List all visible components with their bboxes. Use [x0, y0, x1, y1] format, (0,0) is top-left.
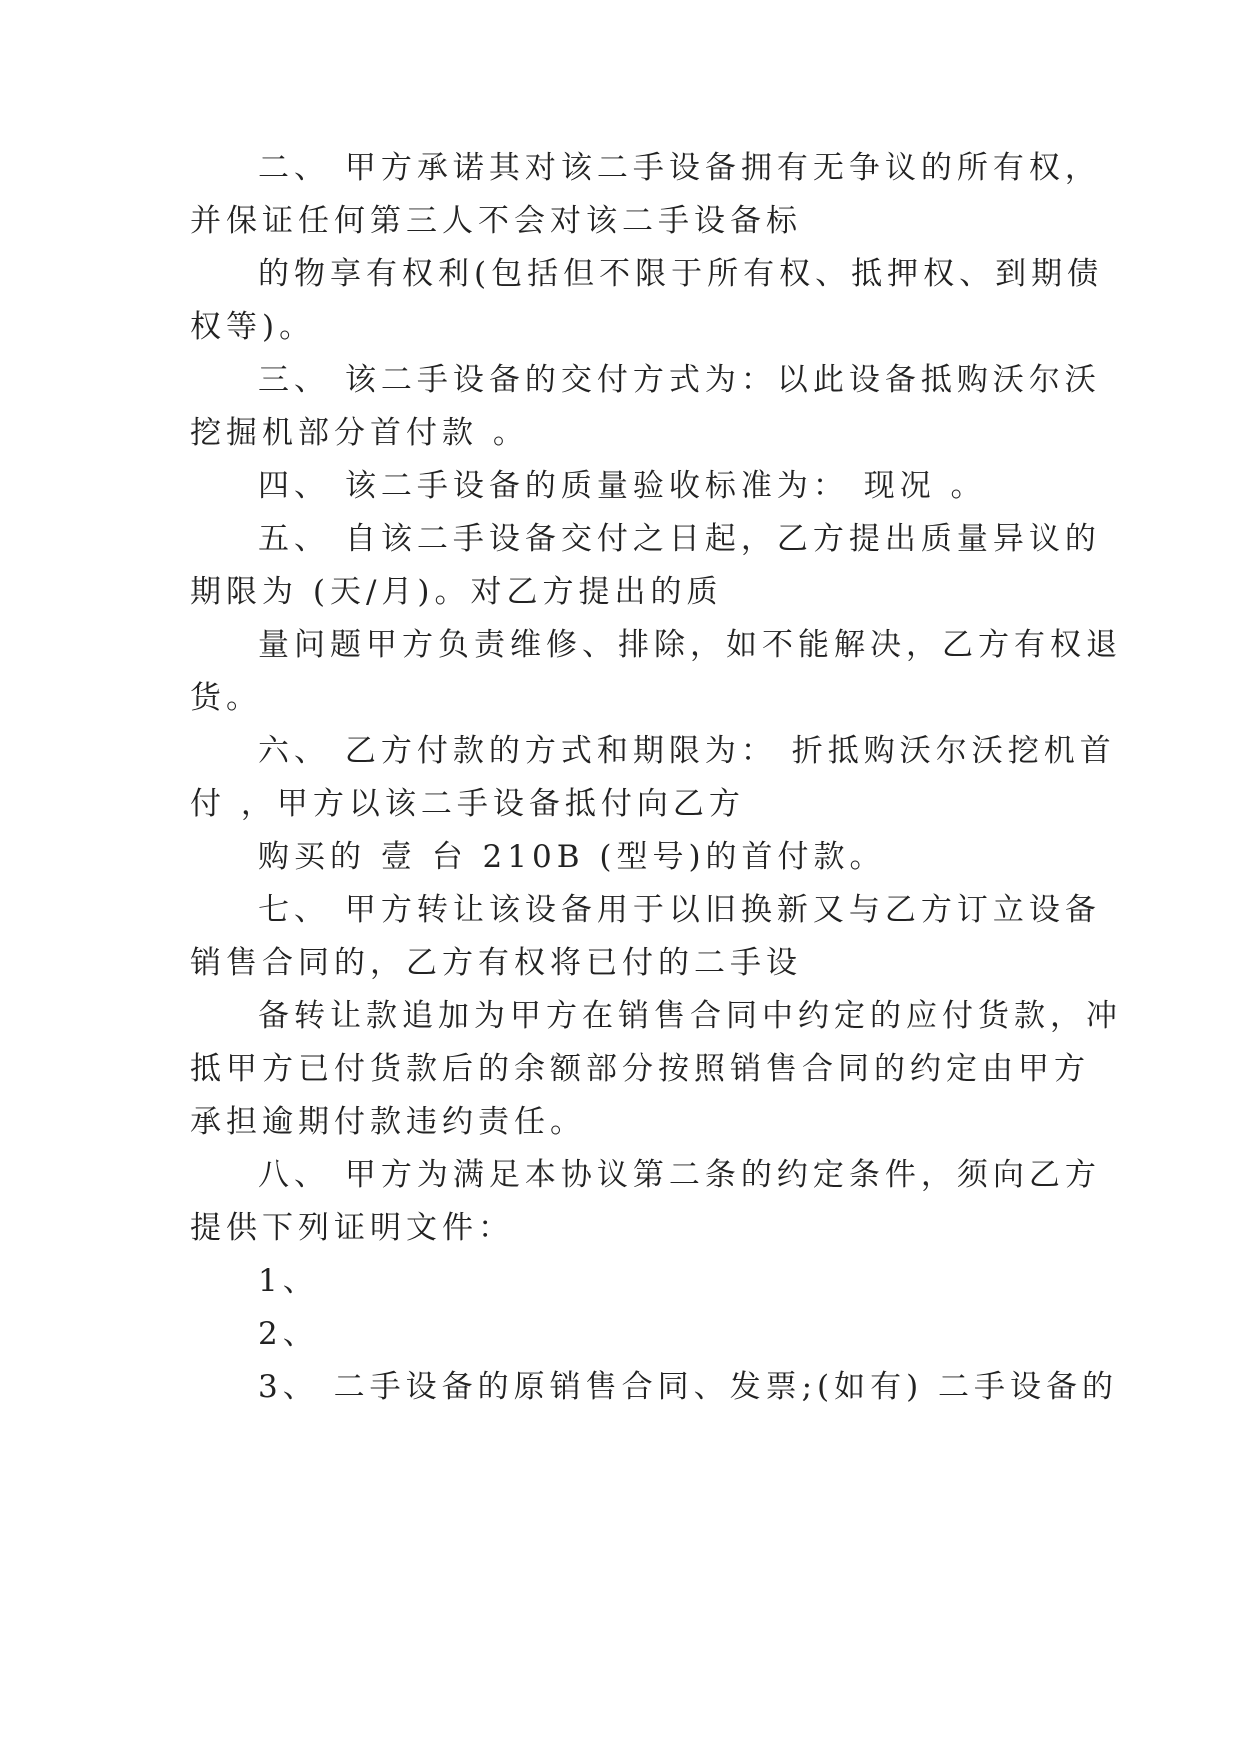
list-item-3: 3、 二手设备的原销售合同、发票;(如有) 二手设备的 [258, 1369, 1119, 1405]
clause-2-line-3: 的物享有权利(包括但不限于所有权、抵押权、到期债 [258, 256, 1104, 292]
clause-3-line-2: 挖掘机部分首付款 。 [190, 415, 529, 451]
clause-6-line-1: 六、 乙方付款的方式和期限为： 折抵购沃尔沃挖机首 [258, 733, 1116, 769]
clause-5-line-4: 货。 [190, 680, 262, 716]
clause-2-line-2: 并保证任何第三人不会对该二手设备标 [190, 203, 802, 239]
clause-4-line-1: 四、 该二手设备的质量验收标准为： 现况 。 [258, 468, 987, 504]
clause-6-line-3: 购买的 壹 台 210B (型号)的首付款。 [258, 839, 886, 875]
clause-2-line-4: 权等)。 [190, 309, 316, 345]
clause-6-line-2: 付 ，甲方以该二手设备抵付向乙方 [190, 786, 745, 822]
clause-7-line-1: 七、 甲方转让该设备用于以旧换新又与乙方订立设备 [258, 892, 1101, 928]
clause-8-line-1: 八、 甲方为满足本协议第二条的约定条件，须向乙方 [258, 1157, 1101, 1193]
clause-5-line-1: 五、 自该二手设备交付之日起，乙方提出质量异议的 [258, 521, 1101, 557]
clause-7-line-4: 抵甲方已付货款后的余额部分按照销售合同的约定由甲方 [190, 1051, 1090, 1087]
clause-3-line-1: 三、 该二手设备的交付方式为：以此设备抵购沃尔沃 [258, 362, 1101, 398]
clause-7-line-5: 承担逾期付款违约责任。 [190, 1104, 586, 1140]
clause-7-line-2: 销售合同的，乙方有权将已付的二手设 [190, 945, 802, 981]
clause-7-line-3: 备转让款追加为甲方在销售合同中约定的应付货款，冲 [258, 998, 1122, 1034]
clause-5-line-2: 期限为 (天/月)。对乙方提出的质 [190, 574, 723, 610]
clause-2-line-1: 二、 甲方承诺其对该二手设备拥有无争议的所有权， [258, 150, 1101, 186]
list-item-2: 2、 [258, 1316, 319, 1352]
list-item-1: 1、 [258, 1263, 319, 1299]
clause-8-line-2: 提供下列证明文件： [190, 1210, 514, 1246]
clause-5-line-3: 量问题甲方负责维修、排除，如不能解决，乙方有权退 [258, 627, 1122, 663]
